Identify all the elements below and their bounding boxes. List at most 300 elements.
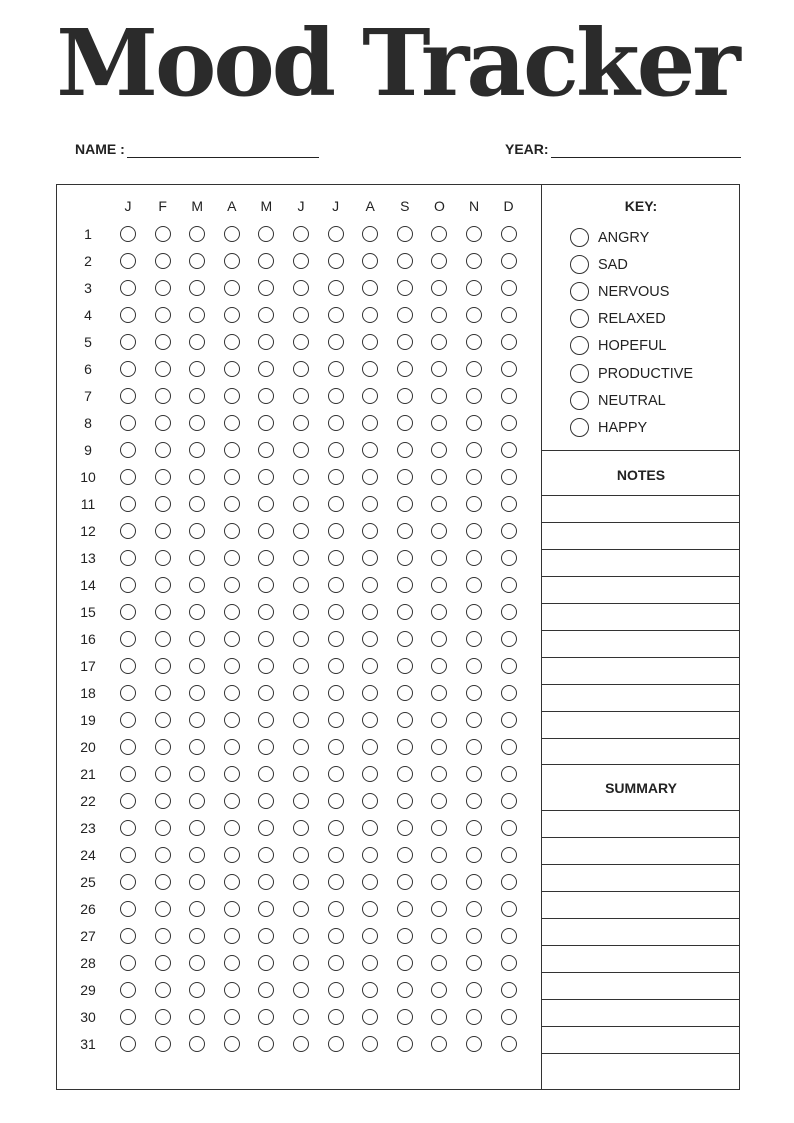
mood-circle[interactable] <box>397 442 413 458</box>
mood-circle[interactable] <box>397 604 413 620</box>
summary-writing-line[interactable] <box>542 1026 740 1027</box>
mood-circle[interactable] <box>328 442 344 458</box>
mood-circle[interactable] <box>293 469 309 485</box>
mood-circle[interactable] <box>155 712 171 728</box>
mood-circle[interactable] <box>155 955 171 971</box>
mood-circle[interactable] <box>224 280 240 296</box>
summary-heading: SUMMARY <box>605 780 677 796</box>
mood-circle[interactable] <box>224 955 240 971</box>
mood-circle[interactable] <box>120 739 136 755</box>
mood-circle[interactable] <box>120 766 136 782</box>
mood-circle[interactable] <box>224 415 240 431</box>
mood-circle[interactable] <box>501 577 517 593</box>
mood-circle[interactable] <box>155 334 171 350</box>
mood-circle[interactable] <box>224 793 240 809</box>
mood-circle[interactable] <box>501 739 517 755</box>
mood-circle[interactable] <box>501 442 517 458</box>
day-label: 15 <box>80 604 96 620</box>
mood-circle[interactable] <box>224 766 240 782</box>
mood-circle[interactable] <box>501 307 517 323</box>
mood-circle[interactable] <box>120 577 136 593</box>
key-circle[interactable] <box>570 418 589 437</box>
mood-circle[interactable] <box>155 415 171 431</box>
mood-circle[interactable] <box>224 550 240 566</box>
mood-circle[interactable] <box>155 874 171 890</box>
mood-circle[interactable] <box>120 928 136 944</box>
key-circle[interactable] <box>570 364 589 383</box>
mood-circle[interactable] <box>328 496 344 512</box>
mood-circle[interactable] <box>224 739 240 755</box>
mood-circle[interactable] <box>501 523 517 539</box>
mood-circle[interactable] <box>155 577 171 593</box>
mood-circle[interactable] <box>466 226 482 242</box>
mood-circle[interactable] <box>328 901 344 917</box>
mood-circle[interactable] <box>155 280 171 296</box>
mood-circle[interactable] <box>466 388 482 404</box>
mood-circle[interactable] <box>328 982 344 998</box>
mood-circle[interactable] <box>224 442 240 458</box>
month-header: J <box>332 198 340 214</box>
mood-circle[interactable] <box>155 226 171 242</box>
mood-circle[interactable] <box>397 388 413 404</box>
mood-circle[interactable] <box>328 280 344 296</box>
mood-circle[interactable] <box>293 901 309 917</box>
mood-circle[interactable] <box>397 1036 413 1052</box>
mood-circle[interactable] <box>501 766 517 782</box>
mood-circle[interactable] <box>501 496 517 512</box>
mood-circle[interactable] <box>120 307 136 323</box>
mood-circle[interactable] <box>466 928 482 944</box>
mood-circle[interactable] <box>120 874 136 890</box>
summary-writing-line[interactable] <box>542 810 740 811</box>
mood-circle[interactable] <box>293 496 309 512</box>
mood-circle[interactable] <box>501 820 517 836</box>
mood-circle[interactable] <box>224 847 240 863</box>
month-header: M <box>191 198 204 214</box>
summary-writing-line[interactable] <box>542 945 740 946</box>
mood-circle[interactable] <box>397 739 413 755</box>
mood-circle[interactable] <box>328 631 344 647</box>
mood-circle[interactable] <box>224 577 240 593</box>
mood-circle[interactable] <box>466 1036 482 1052</box>
month-header: A <box>227 198 237 214</box>
mood-circle[interactable] <box>501 469 517 485</box>
mood-circle[interactable] <box>328 874 344 890</box>
mood-circle[interactable] <box>224 874 240 890</box>
mood-circle[interactable] <box>224 928 240 944</box>
mood-circle[interactable] <box>224 388 240 404</box>
day-label: 8 <box>84 415 92 431</box>
mood-circle[interactable] <box>120 1009 136 1025</box>
mood-circle[interactable] <box>293 739 309 755</box>
mood-circle[interactable] <box>397 361 413 377</box>
mood-circle[interactable] <box>466 361 482 377</box>
mood-circle[interactable] <box>466 523 482 539</box>
mood-circle[interactable] <box>293 577 309 593</box>
mood-circle[interactable] <box>466 685 482 701</box>
mood-circle[interactable] <box>293 1036 309 1052</box>
mood-circle[interactable] <box>397 496 413 512</box>
mood-circle[interactable] <box>293 631 309 647</box>
mood-circle[interactable] <box>224 523 240 539</box>
mood-circle[interactable] <box>120 955 136 971</box>
notes-writing-line[interactable] <box>542 738 740 739</box>
mood-circle[interactable] <box>397 280 413 296</box>
day-label: 3 <box>84 280 92 296</box>
mood-circle[interactable] <box>293 793 309 809</box>
name-line[interactable] <box>127 157 319 158</box>
mood-circle[interactable] <box>224 334 240 350</box>
mood-circle[interactable] <box>120 793 136 809</box>
notes-writing-line[interactable] <box>542 522 740 523</box>
mood-circle[interactable] <box>466 766 482 782</box>
mood-circle[interactable] <box>293 280 309 296</box>
mood-circle[interactable] <box>397 766 413 782</box>
mood-circle[interactable] <box>328 847 344 863</box>
mood-circle[interactable] <box>501 955 517 971</box>
mood-circle[interactable] <box>397 793 413 809</box>
mood-circle[interactable] <box>120 631 136 647</box>
mood-circle[interactable] <box>328 1036 344 1052</box>
mood-circle[interactable] <box>293 415 309 431</box>
mood-circle[interactable] <box>397 469 413 485</box>
mood-circle[interactable] <box>293 847 309 863</box>
mood-circle[interactable] <box>397 658 413 674</box>
mood-circle[interactable] <box>155 1009 171 1025</box>
day-label: 12 <box>80 523 96 539</box>
mood-circle[interactable] <box>224 1036 240 1052</box>
mood-circle[interactable] <box>328 523 344 539</box>
mood-circle[interactable] <box>328 415 344 431</box>
mood-circle[interactable] <box>293 982 309 998</box>
mood-circle[interactable] <box>120 496 136 512</box>
mood-circle[interactable] <box>293 766 309 782</box>
mood-circle[interactable] <box>501 847 517 863</box>
mood-circle[interactable] <box>293 442 309 458</box>
mood-circle[interactable] <box>328 658 344 674</box>
mood-circle[interactable] <box>293 955 309 971</box>
mood-circle[interactable] <box>501 901 517 917</box>
mood-circle[interactable] <box>466 982 482 998</box>
mood-circle[interactable] <box>120 820 136 836</box>
mood-circle[interactable] <box>501 982 517 998</box>
mood-circle[interactable] <box>155 442 171 458</box>
mood-circle[interactable] <box>224 685 240 701</box>
mood-circle[interactable] <box>155 793 171 809</box>
mood-circle[interactable] <box>224 307 240 323</box>
mood-circle[interactable] <box>293 388 309 404</box>
mood-circle[interactable] <box>155 901 171 917</box>
mood-circle[interactable] <box>224 982 240 998</box>
mood-circle[interactable] <box>466 415 482 431</box>
mood-circle[interactable] <box>466 550 482 566</box>
mood-circle[interactable] <box>120 901 136 917</box>
mood-circle[interactable] <box>466 901 482 917</box>
mood-circle[interactable] <box>466 469 482 485</box>
mood-circle[interactable] <box>293 820 309 836</box>
notes-writing-line[interactable] <box>542 630 740 631</box>
mood-circle[interactable] <box>466 955 482 971</box>
mood-circle[interactable] <box>120 847 136 863</box>
mood-circle[interactable] <box>501 874 517 890</box>
mood-circle[interactable] <box>293 334 309 350</box>
summary-writing-line[interactable] <box>542 972 740 973</box>
mood-circle[interactable] <box>293 928 309 944</box>
name-field[interactable] <box>75 140 320 160</box>
notes-writing-line[interactable] <box>542 711 740 712</box>
mood-circle[interactable] <box>293 604 309 620</box>
mood-circle[interactable] <box>397 874 413 890</box>
mood-circle[interactable] <box>120 253 136 269</box>
mood-circle[interactable] <box>501 928 517 944</box>
year-line[interactable] <box>551 157 741 158</box>
month-header: J <box>297 198 305 214</box>
mood-circle[interactable] <box>120 685 136 701</box>
month-header: J <box>124 198 132 214</box>
day-label: 17 <box>80 658 96 674</box>
mood-circle[interactable] <box>120 469 136 485</box>
mood-circle[interactable] <box>224 712 240 728</box>
mood-circle[interactable] <box>155 847 171 863</box>
day-label: 30 <box>80 1009 96 1025</box>
mood-circle[interactable] <box>397 631 413 647</box>
mood-circle[interactable] <box>397 253 413 269</box>
mood-circle[interactable] <box>120 361 136 377</box>
notes-writing-line[interactable] <box>542 684 740 685</box>
mood-circle[interactable] <box>501 280 517 296</box>
key-label: NEUTRAL <box>598 392 666 409</box>
mood-circle[interactable] <box>293 1009 309 1025</box>
mood-circle[interactable] <box>501 415 517 431</box>
mood-circle[interactable] <box>328 226 344 242</box>
notes-writing-line[interactable] <box>542 495 740 496</box>
mood-circle[interactable] <box>466 307 482 323</box>
month-header: D <box>503 198 514 214</box>
mood-circle[interactable] <box>397 712 413 728</box>
mood-circle[interactable] <box>466 280 482 296</box>
mood-circle[interactable] <box>328 388 344 404</box>
mood-circle[interactable] <box>397 226 413 242</box>
mood-circle[interactable] <box>501 793 517 809</box>
mood-circle[interactable] <box>466 712 482 728</box>
mood-circle[interactable] <box>501 361 517 377</box>
mood-circle[interactable] <box>120 415 136 431</box>
mood-circle[interactable] <box>466 253 482 269</box>
mood-circle[interactable] <box>466 631 482 647</box>
mood-circle[interactable] <box>397 415 413 431</box>
mood-circle[interactable] <box>155 685 171 701</box>
day-label: 11 <box>80 496 96 512</box>
mood-circle[interactable] <box>397 334 413 350</box>
mood-circle[interactable] <box>120 280 136 296</box>
mood-circle[interactable] <box>155 523 171 539</box>
key-heading: KEY: <box>624 198 658 214</box>
mood-circle[interactable] <box>293 685 309 701</box>
mood-circle[interactable] <box>466 820 482 836</box>
mood-circle[interactable] <box>328 739 344 755</box>
mood-circle[interactable] <box>120 712 136 728</box>
mood-circle[interactable] <box>293 874 309 890</box>
mood-circle[interactable] <box>224 253 240 269</box>
mood-circle[interactable] <box>466 874 482 890</box>
mood-circle[interactable] <box>466 442 482 458</box>
key-circle[interactable] <box>570 228 589 247</box>
page-title: Mood Tracker <box>56 9 738 117</box>
key-label: SAD <box>598 257 628 274</box>
mood-circle[interactable] <box>155 820 171 836</box>
mood-circle[interactable] <box>466 658 482 674</box>
mood-circle[interactable] <box>120 1036 136 1052</box>
summary-writing-line[interactable] <box>542 1053 740 1054</box>
mood-circle[interactable] <box>120 388 136 404</box>
mood-circle[interactable] <box>155 766 171 782</box>
mood-circle[interactable] <box>120 334 136 350</box>
mood-circle[interactable] <box>328 604 344 620</box>
mood-circle[interactable] <box>397 928 413 944</box>
mood-circle[interactable] <box>120 523 136 539</box>
mood-circle[interactable] <box>328 712 344 728</box>
mood-circle[interactable] <box>224 361 240 377</box>
mood-circle[interactable] <box>466 577 482 593</box>
mood-circle[interactable] <box>155 496 171 512</box>
mood-circle[interactable] <box>293 523 309 539</box>
mood-circle[interactable] <box>328 955 344 971</box>
mood-circle[interactable] <box>224 658 240 674</box>
mood-circle[interactable] <box>224 631 240 647</box>
mood-circle[interactable] <box>224 496 240 512</box>
mood-circle[interactable] <box>155 388 171 404</box>
mood-circle[interactable] <box>466 604 482 620</box>
key-label: HAPPY <box>598 419 648 436</box>
mood-circle[interactable] <box>501 604 517 620</box>
mood-circle[interactable] <box>224 226 240 242</box>
mood-circle[interactable] <box>328 820 344 836</box>
mood-circle[interactable] <box>155 253 171 269</box>
mood-circle[interactable] <box>155 604 171 620</box>
key-circle[interactable] <box>570 255 589 274</box>
mood-circle[interactable] <box>397 550 413 566</box>
mood-circle[interactable] <box>397 1009 413 1025</box>
mood-circle[interactable] <box>328 253 344 269</box>
mood-circle[interactable] <box>328 577 344 593</box>
mood-circle[interactable] <box>293 658 309 674</box>
summary-writing-line[interactable] <box>542 837 740 838</box>
mood-circle[interactable] <box>397 523 413 539</box>
summary-writing-line[interactable] <box>542 864 740 865</box>
mood-circle[interactable] <box>466 334 482 350</box>
mood-circle[interactable] <box>224 820 240 836</box>
summary-writing-line[interactable] <box>542 918 740 919</box>
mood-circle[interactable] <box>328 685 344 701</box>
mood-circle[interactable] <box>501 1036 517 1052</box>
mood-circle[interactable] <box>466 739 482 755</box>
mood-circle[interactable] <box>155 361 171 377</box>
mood-circle[interactable] <box>501 685 517 701</box>
mood-circle[interactable] <box>224 469 240 485</box>
mood-circle[interactable] <box>501 631 517 647</box>
day-label: 28 <box>80 955 96 971</box>
mood-circle[interactable] <box>224 901 240 917</box>
mood-circle[interactable] <box>466 1009 482 1025</box>
mood-circle[interactable] <box>501 550 517 566</box>
mood-circle[interactable] <box>397 955 413 971</box>
mood-circle[interactable] <box>120 982 136 998</box>
mood-circle[interactable] <box>155 739 171 755</box>
mood-circle[interactable] <box>501 712 517 728</box>
mood-circle[interactable] <box>328 928 344 944</box>
mood-circle[interactable] <box>328 469 344 485</box>
notes-writing-line[interactable] <box>542 549 740 550</box>
mood-circle[interactable] <box>155 658 171 674</box>
mood-circle[interactable] <box>328 361 344 377</box>
key-circle[interactable] <box>570 391 589 410</box>
mood-circle[interactable] <box>155 550 171 566</box>
mood-circle[interactable] <box>155 982 171 998</box>
mood-circle[interactable] <box>466 496 482 512</box>
mood-circle[interactable] <box>120 658 136 674</box>
mood-circle[interactable] <box>293 307 309 323</box>
notes-writing-line[interactable] <box>542 603 740 604</box>
mood-circle[interactable] <box>120 604 136 620</box>
mood-circle[interactable] <box>224 604 240 620</box>
mood-circle[interactable] <box>293 361 309 377</box>
mood-circle[interactable] <box>397 982 413 998</box>
mood-circle[interactable] <box>120 226 136 242</box>
mood-circle[interactable] <box>501 658 517 674</box>
year-field[interactable] <box>505 140 741 160</box>
summary-writing-line[interactable] <box>542 891 740 892</box>
mood-circle[interactable] <box>397 685 413 701</box>
mood-circle[interactable] <box>397 577 413 593</box>
mood-circle[interactable] <box>120 442 136 458</box>
mood-circle[interactable] <box>293 253 309 269</box>
mood-circle[interactable] <box>120 550 136 566</box>
notes-writing-line[interactable] <box>542 576 740 577</box>
mood-circle[interactable] <box>328 793 344 809</box>
mood-circle[interactable] <box>328 307 344 323</box>
mood-circle[interactable] <box>466 847 482 863</box>
mood-circle[interactable] <box>155 928 171 944</box>
mood-circle[interactable] <box>328 550 344 566</box>
key-label: NERVOUS <box>598 284 670 301</box>
mood-circle[interactable] <box>293 712 309 728</box>
mood-circle[interactable] <box>501 388 517 404</box>
mood-circle[interactable] <box>155 307 171 323</box>
mood-circle[interactable] <box>328 334 344 350</box>
mood-circle[interactable] <box>328 1009 344 1025</box>
mood-circle[interactable] <box>397 307 413 323</box>
mood-circle[interactable] <box>501 253 517 269</box>
notes-writing-line[interactable] <box>542 657 740 658</box>
mood-circle[interactable] <box>328 766 344 782</box>
mood-circle[interactable] <box>501 334 517 350</box>
mood-circle[interactable] <box>155 1036 171 1052</box>
notes-summary-divider <box>542 764 740 765</box>
mood-circle[interactable] <box>293 550 309 566</box>
mood-circle[interactable] <box>155 469 171 485</box>
mood-circle[interactable] <box>501 1009 517 1025</box>
mood-circle[interactable] <box>293 226 309 242</box>
day-label: 5 <box>84 334 92 350</box>
mood-circle[interactable] <box>501 226 517 242</box>
summary-writing-line[interactable] <box>542 999 740 1000</box>
mood-circle[interactable] <box>397 847 413 863</box>
mood-circle[interactable] <box>224 1009 240 1025</box>
mood-circle[interactable] <box>155 631 171 647</box>
mood-circle[interactable] <box>466 793 482 809</box>
mood-circle[interactable] <box>397 901 413 917</box>
mood-circle[interactable] <box>397 820 413 836</box>
